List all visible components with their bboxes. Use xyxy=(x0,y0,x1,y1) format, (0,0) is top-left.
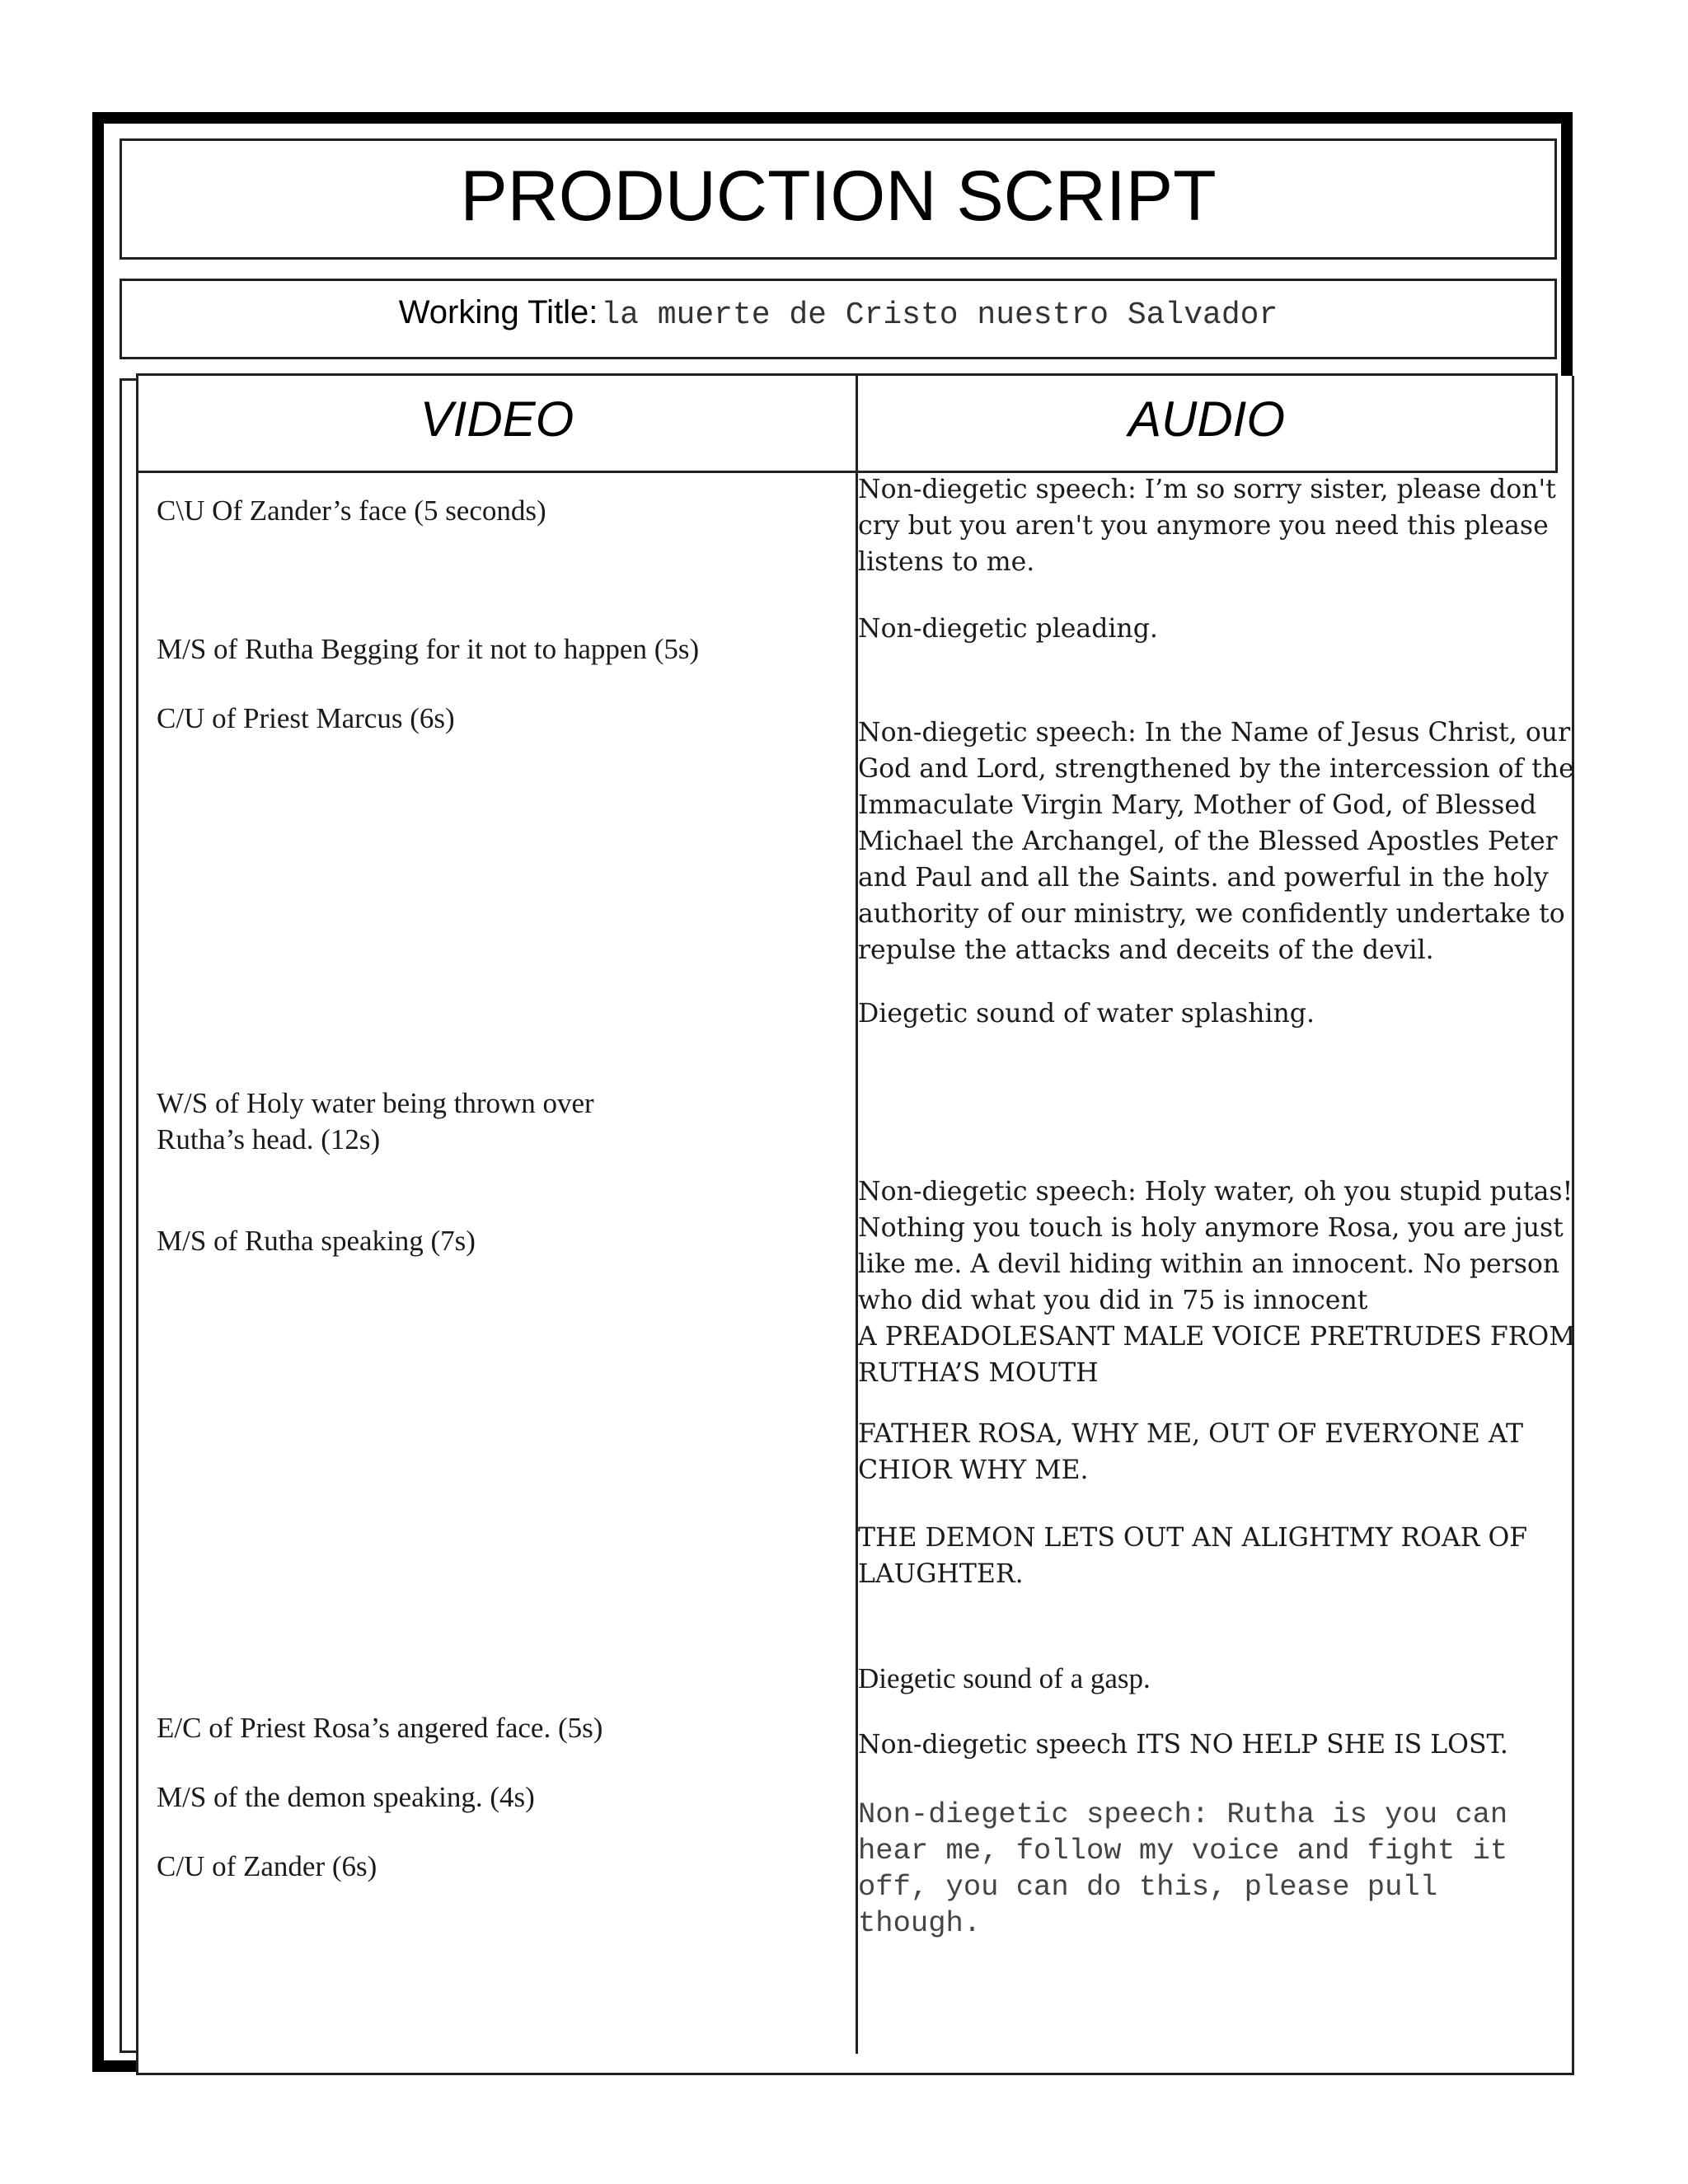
working-title-value: la muerte de Cristo nuestro Salvador xyxy=(601,298,1278,333)
video-shot: E/C of Priest Rosa’s angered face. (5s) xyxy=(157,1712,603,1744)
audio-cue: Non-diegetic speech: Holy water, oh you stupid putas! Nothing you touch is holy anymore Rosa, you are just like me. A devil hiding within an innocent. No person who did what you did in 75 is innocent A PREADOLESANT MALE VOICE PRETRUDES FROM RUTHA’S MOUTH xyxy=(858,1177,1576,1388)
video-shot: M/S of Rutha Begging for it not to happen (5s) xyxy=(157,633,700,665)
audio-column-header xyxy=(856,373,1558,473)
video-shot: C/U of Zander (6s) xyxy=(157,1850,377,1882)
video-shot: C\U Of Zander’s face (5 seconds) xyxy=(157,494,546,527)
audio-cue: Non-diegetic speech ITS NO HELP SHE IS LOST. xyxy=(858,1730,1508,1760)
video-shot: M/S of the demon speaking. (4s) xyxy=(157,1781,535,1813)
audio-cue: FATHER ROSA, WHY ME, OUT OF EVERYONE AT CHIOR WHY ME. xyxy=(858,1419,1523,1485)
page-title: PRODUCTION SCRIPT xyxy=(460,157,1217,236)
title-box xyxy=(120,138,1557,260)
audio-cue: Non-diegetic pleading. xyxy=(858,614,1158,644)
audio-header-label: AUDIO xyxy=(1128,391,1286,447)
audio-cue: Diegetic sound of a gasp. xyxy=(858,1662,1151,1694)
audio-cue: Non-diegetic speech: I’m so sorry sister, please don't cry but you aren't you anymore you need this please listens to me. xyxy=(858,475,1556,577)
audio-cue: Diegetic sound of water splashing. xyxy=(858,999,1315,1029)
video-shot: C/U of Priest Marcus (6s) xyxy=(157,702,455,734)
audio-cue: Non-diegetic speech: Rutha is you can hear me, follow my voice and fight it off, you can do this, please pull though. xyxy=(858,1797,1508,1940)
video-column-header xyxy=(136,373,858,473)
video-header-label: VIDEO xyxy=(420,391,574,447)
working-title-label: Working Title: xyxy=(398,294,598,330)
audio-cue: THE DEMON LETS OUT AN ALIGHTMY ROAR OF LAUGHTER. xyxy=(858,1523,1528,1589)
video-shot: M/S of Rutha speaking (7s) xyxy=(157,1225,476,1257)
video-shot: W/S of Holy water being thrown over Rutha’s head. (12s) xyxy=(157,1087,594,1155)
working-title-box xyxy=(120,279,1557,359)
working-title-line xyxy=(122,294,1554,333)
audio-cue: Non-diegetic speech: In the Name of Jesus Christ, our God and Lord, strengthened by the intercession of the Immaculate Virgin Mary, Mother of God, of Blessed Michael the Archangel, of the Blessed Apostles Peter and Paul and all the Saints. and powerful in the holy authority of our ministry, we confidently undertake to repulse the attacks and deceits of the devil. xyxy=(858,718,1574,965)
